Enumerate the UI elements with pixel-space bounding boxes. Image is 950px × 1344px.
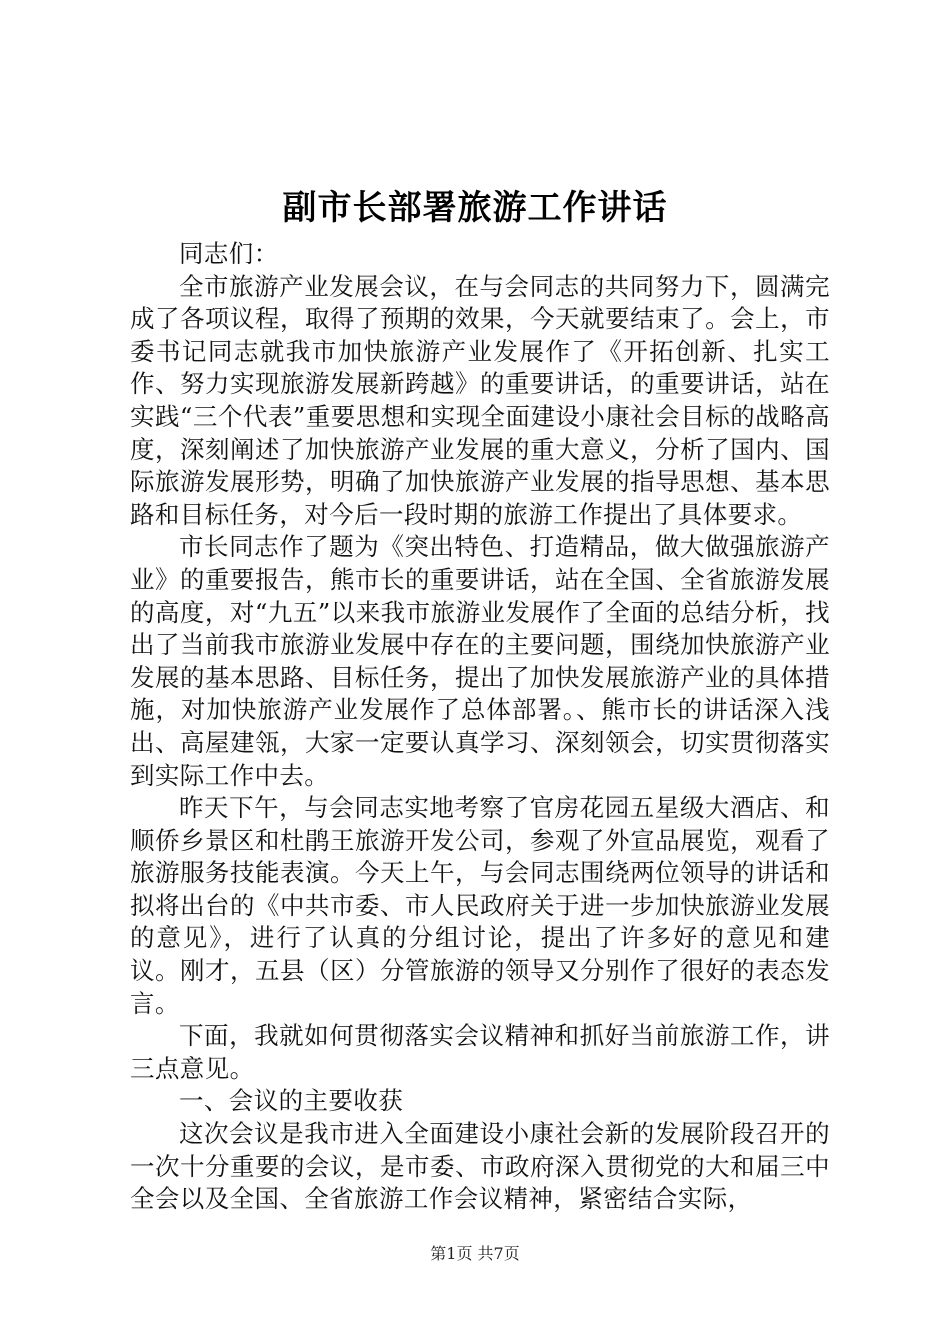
paragraph: 市长同志作了题为《突出特色、打造精品，做大做强旅游产业》的重要报告，熊市长的重要讲话，站在全国、全省旅游发展的高度，对“九五”以来我市旅游业发展作了全面的总结分析，找出了当前我市旅游业发展中存在的主要问题，围绕加快旅游产业发展的基本思路、目标任务，提出了加快发展旅游产业的具体措施，对加快旅游产业发展作了总体部署。、熊市长的讲话深入浅出、高屋建瓴，大家一定要认真学习、深刻领会，切实贯彻落实到实际工作中去。 — [130, 532, 830, 790]
section-heading: 一、会议的主要收获 — [179, 1086, 404, 1116]
document-body — [130, 238, 830, 1216]
paragraph: 全市旅游产业发展会议，在与会同志的共同努力下，圆满完成了各项议程，取得了预期的效果，今天就要结束了。会上，市委书记同志就我市加快旅游产业发展作了《开拓创新、扎实工作、努力实现旅游发展新跨越》的重要讲话，的重要讲话，站在实践“三个代表”重要思想和实现全面建设小康社会目标的战略高度，深刻阐述了加快旅游产业发展的重大意义，分析了国内、国际旅游发展形势，明确了加快旅游产业发展的指导思想、基本思路和目标任务，对今后一段时期的旅游工作提出了具体要求。 — [130, 271, 830, 529]
paragraph: 这次会议是我市进入全面建设小康社会新的发展阶段召开的一次十分重要的会议，是市委、市政府深入贯彻党的大和届三中全会以及全国、全省旅游工作会议精神，紧密结合实际， — [130, 1119, 830, 1214]
paragraph: 昨天下午，与会同志实地考察了官房花园五星级大酒店、和顺侨乡景区和杜鹃王旅游开发公司，参观了外宣品展览，观看了旅游服务技能表演。今天上午，与会同志围绕两位领导的讲话和拟将出台的《中共市委、市人民政府关于进一步加快旅游业发展的意见》，进行了认真的分组讨论，提出了许多好的意见和建议。刚才，五县（区）分管旅游的领导又分别作了很好的表态发言。 — [130, 793, 830, 1018]
salutation: 同志们： — [179, 239, 279, 268]
page-number: 第1页 共7页 — [430, 1244, 520, 1263]
paragraph: 下面，我就如何贯彻落实会议精神和抓好当前旅游工作，讲三点意见。 — [130, 1021, 830, 1083]
document-title: 副市长部署旅游工作讲话 — [282, 188, 668, 228]
